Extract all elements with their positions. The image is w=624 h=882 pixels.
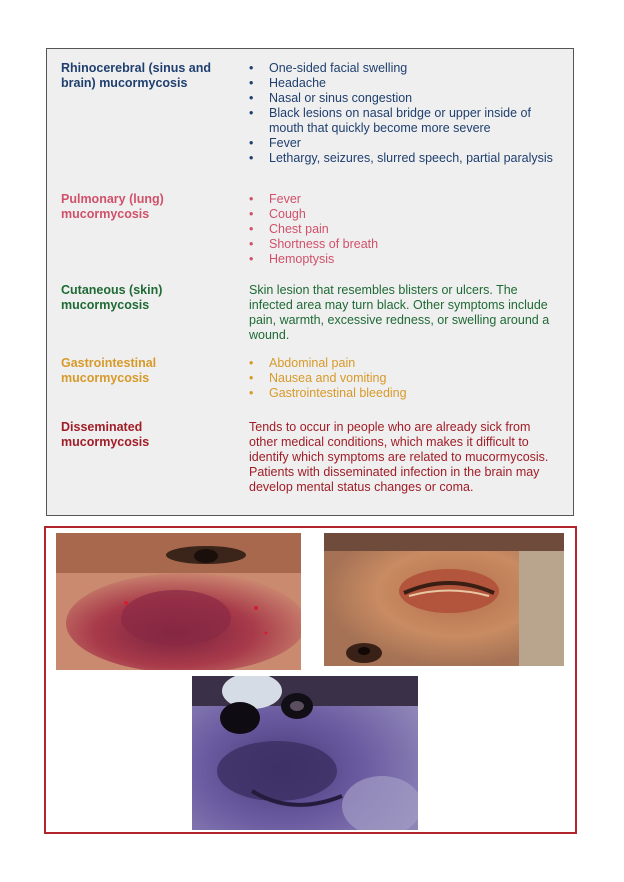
symptom-item: • Nasal or sinus congestion (249, 91, 559, 106)
symptom-item: • One-sided facial swelling (249, 61, 559, 76)
symptoms-rhinocerebral (249, 61, 559, 166)
photo-periorbital-swelling (324, 533, 564, 666)
title-gastrointestinal: Gastrointestinal mucormycosis (61, 356, 157, 385)
clinical-photos-panel (44, 526, 577, 834)
description-disseminated: Tends to occur in people who are already sick from other medical conditions, which makes it difficult to identify which symptoms are related to mucormycosis. Patients with disseminated infection in the brain may develop mental status changes or coma. (249, 420, 549, 494)
symptom-item: • Headache (249, 76, 559, 91)
symptom-item: • Cough (249, 207, 559, 222)
symptom-item: • Hemoptysis (249, 252, 559, 267)
symptom-item: • Shortness of breath (249, 237, 559, 252)
symptoms-pulmonary (249, 192, 559, 267)
photo-facial-swelling (56, 533, 301, 670)
title-pulmonary: Pulmonary (lung) mucormycosis (61, 192, 164, 221)
symptom-item: • Lethargy, seizures, slurred speech, partial paralysis (249, 151, 559, 166)
symptom-item: • Gastrointestinal bleeding (249, 386, 559, 401)
symptom-item: • Black lesions on nasal bridge or upper inside of mouth that quickly become more severe (249, 106, 559, 136)
symptoms-table (46, 48, 574, 516)
title-cutaneous: Cutaneous (skin) mucormycosis (61, 283, 163, 312)
symptom-item: • Abdominal pain (249, 356, 559, 371)
title-rhinocerebral: Rhinocerebral (sinus and brain) mucormycosis (61, 61, 212, 90)
symptom-item: • Fever (249, 136, 559, 151)
symptom-item: • Fever (249, 192, 559, 207)
symptom-item: • Chest pain (249, 222, 559, 237)
symptoms-gastrointestinal (249, 356, 559, 401)
photo-necrotic-lesion (192, 676, 418, 830)
title-disseminated: Disseminated mucormycosis (61, 420, 150, 449)
symptom-item: • Nausea and vomiting (249, 371, 559, 386)
description-cutaneous: Skin lesion that resembles blisters or ulcers. The infected area may turn black. Other symptoms include pain, warmth, excessive redness, or swelling around a wound. (249, 283, 550, 342)
